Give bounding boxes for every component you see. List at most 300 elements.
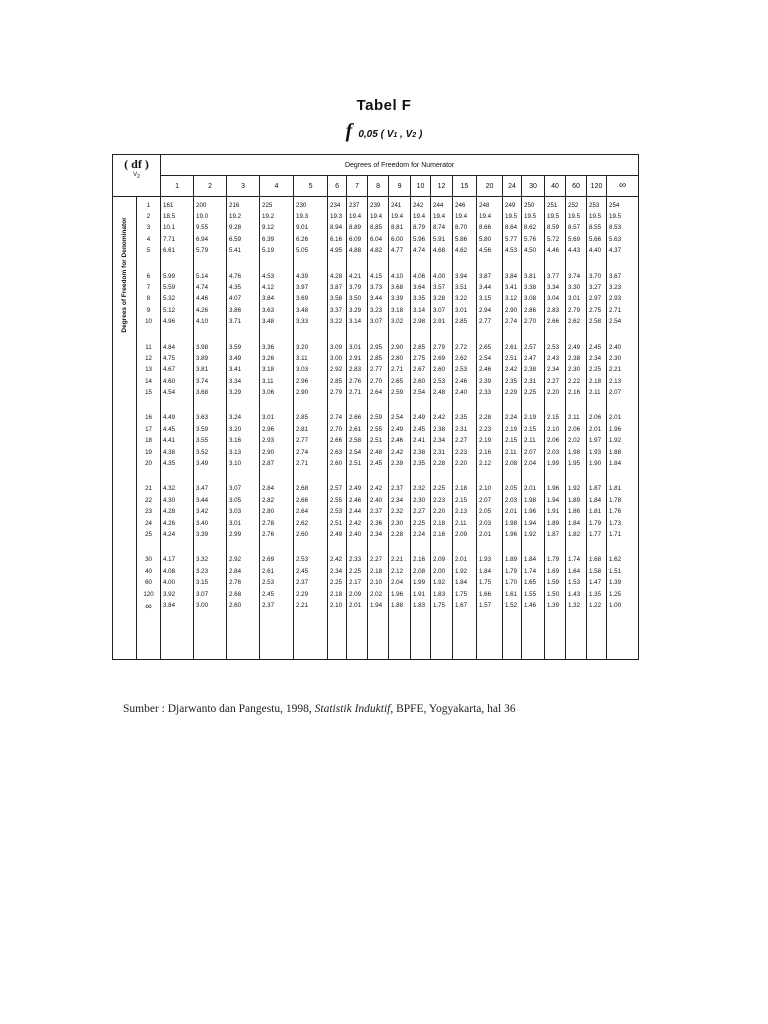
table-row — [113, 197, 639, 212]
table-cell: 2.27 — [453, 436, 477, 447]
table-cell: 2.66 — [545, 317, 566, 328]
table-cell: 3.07 — [194, 589, 227, 600]
table-cell: 2.01 — [347, 600, 368, 611]
formula-f: f — [345, 120, 353, 142]
table-cell: 8.59 — [545, 223, 566, 234]
source-suffix: , BPFE, Yogyakarta, hal 36 — [390, 703, 516, 715]
table-cell: 2.46 — [477, 365, 503, 376]
table-cell: 4.30 — [161, 495, 194, 506]
table-row — [113, 246, 639, 257]
table-cell: 2.61 — [260, 566, 294, 577]
column-header: 4 — [260, 176, 294, 197]
table-cell: 2.41 — [411, 436, 431, 447]
table-cell: 8.74 — [431, 223, 453, 234]
table-cell: 2.90 — [503, 305, 522, 316]
table-cell: 5.79 — [194, 246, 227, 257]
spacer-cell — [411, 257, 431, 271]
spacer-cell — [328, 399, 347, 413]
table-cell: 2.44 — [347, 507, 368, 518]
table-cell: 1.67 — [453, 600, 477, 611]
spacer-cell — [161, 328, 194, 342]
spacer-cell — [477, 470, 503, 484]
table-cell: 1.96 — [607, 424, 639, 435]
table-cell: 2.80 — [260, 507, 294, 518]
table-cell: 3.40 — [194, 518, 227, 529]
table-cell: 2.68 — [294, 484, 328, 495]
table-cell: 2.09 — [347, 589, 368, 600]
table-cell: 19.4 — [347, 211, 368, 222]
table-cell: 2.20 — [431, 507, 453, 518]
spacer-cell — [260, 541, 294, 555]
table-cell: 9.01 — [294, 223, 328, 234]
table-cell: 2.25 — [347, 566, 368, 577]
table-cell: 2.15 — [453, 495, 477, 506]
table-cell: 2.75 — [587, 305, 607, 316]
row-df-label: 22 — [137, 495, 161, 506]
spacer-cell — [368, 257, 389, 271]
table-cell: 3.84 — [161, 600, 194, 611]
spacer-cell — [453, 328, 477, 342]
spacer-cell — [161, 399, 194, 413]
table-cell: 2.32 — [411, 484, 431, 495]
table-cell: 1.50 — [545, 589, 566, 600]
table-cell: 4.10 — [194, 317, 227, 328]
table-cell: 2.29 — [503, 387, 522, 398]
table-cell: 2.22 — [566, 376, 587, 387]
table-cell: 2.31 — [453, 424, 477, 435]
table-cell: 2.25 — [587, 365, 607, 376]
table-cell: 3.20 — [294, 342, 328, 353]
table-cell: 4.35 — [161, 458, 194, 469]
table-cell: 2.53 — [260, 578, 294, 589]
table-cell: 19.5 — [522, 211, 545, 222]
table-cell: 2.38 — [566, 353, 587, 364]
table-cell: 1.84 — [522, 555, 545, 566]
filler-cell — [294, 612, 328, 660]
table-cell: 2.11 — [453, 518, 477, 529]
page-title: Tabel F — [356, 97, 412, 114]
table-cell: 3.22 — [453, 294, 477, 305]
spacer-cell — [607, 328, 639, 342]
table-row — [113, 566, 639, 577]
table-cell: 3.00 — [328, 353, 347, 364]
row-df-label: 17 — [137, 424, 161, 435]
spacer-cell — [431, 399, 453, 413]
table-cell: 4.46 — [194, 294, 227, 305]
table-row — [113, 376, 639, 387]
table-cell: 2.27 — [368, 555, 389, 566]
table-cell: 3.36 — [260, 342, 294, 353]
table-cell: 2.23 — [453, 447, 477, 458]
table-cell: 1.79 — [545, 555, 566, 566]
table-cell: 2.15 — [503, 436, 522, 447]
spacer-cell — [503, 541, 522, 555]
table-cell: 3.23 — [368, 305, 389, 316]
table-cell: 2.74 — [294, 447, 328, 458]
table-cell: 1.89 — [545, 518, 566, 529]
table-cell: 3.20 — [227, 424, 260, 435]
table-cell: 4.75 — [161, 353, 194, 364]
table-cell: 2.18 — [453, 484, 477, 495]
table-cell: 5.59 — [161, 282, 194, 293]
table-cell: 2.57 — [522, 342, 545, 353]
table-cell: 3.67 — [607, 271, 639, 282]
table-cell: 3.29 — [347, 305, 368, 316]
table-cell: 2.61 — [347, 424, 368, 435]
table-cell: 3.28 — [431, 294, 453, 305]
spacer-cell — [260, 399, 294, 413]
table-cell: 1.99 — [411, 578, 431, 589]
spacer-cell — [161, 257, 194, 271]
table-cell: 2.85 — [328, 376, 347, 387]
table-cell: 1.77 — [587, 529, 607, 540]
filler-cell — [328, 612, 347, 660]
column-header: 60 — [566, 176, 587, 197]
table-cell: 244 — [431, 197, 453, 212]
table-cell: 4.39 — [294, 271, 328, 282]
column-header: 1 — [161, 176, 194, 197]
spacer-cell — [587, 541, 607, 555]
table-cell: 3.44 — [368, 294, 389, 305]
table-cell: 2.10 — [368, 578, 389, 589]
group-spacer — [113, 328, 639, 342]
table-cell: 2.23 — [431, 495, 453, 506]
table-cell: 2.96 — [260, 424, 294, 435]
table-cell: 2.24 — [503, 413, 522, 424]
table-cell: 2.20 — [453, 458, 477, 469]
table-cell: 3.03 — [227, 507, 260, 518]
table-cell: 2.77 — [477, 317, 503, 328]
table-cell: 2.32 — [389, 507, 411, 518]
spacer-cell — [607, 257, 639, 271]
table-cell: 4.43 — [566, 246, 587, 257]
table-cell: 8.55 — [587, 223, 607, 234]
table-cell: 2.35 — [453, 413, 477, 424]
table-cell: 1.00 — [607, 600, 639, 611]
table-cell: 5.86 — [453, 234, 477, 245]
row-df-label: 3 — [137, 223, 161, 234]
formula-mid: , V — [397, 129, 413, 140]
table-row — [113, 578, 639, 589]
table-cell: 2.03 — [503, 495, 522, 506]
table-cell: 1.93 — [477, 555, 503, 566]
table-cell: 1.74 — [522, 566, 545, 577]
table-row — [113, 507, 639, 518]
table-cell: 1.83 — [431, 589, 453, 600]
table-cell: 2.11 — [503, 447, 522, 458]
table-cell: 1.59 — [545, 578, 566, 589]
table-cell: 2.42 — [431, 413, 453, 424]
table-cell: 2.39 — [477, 376, 503, 387]
formula-sub: 0,05 ( V — [358, 129, 394, 140]
spacer-cell — [566, 328, 587, 342]
spacer-cell — [545, 470, 566, 484]
table-cell: 2.15 — [545, 413, 566, 424]
row-df-label: 20 — [137, 458, 161, 469]
table-row — [113, 484, 639, 495]
table-body — [113, 197, 639, 660]
table-cell: 19.5 — [503, 211, 522, 222]
spacer-cell — [411, 541, 431, 555]
table-cell: 5.91 — [431, 234, 453, 245]
column-header: 40 — [545, 176, 566, 197]
table-cell: 3.84 — [260, 294, 294, 305]
spacer-cell — [194, 399, 227, 413]
table-cell: 2.78 — [260, 518, 294, 529]
row-df-label: ∞ — [137, 600, 161, 611]
table-cell: 4.06 — [411, 271, 431, 282]
table-cell: 2.90 — [389, 342, 411, 353]
table-cell: 254 — [607, 197, 639, 212]
source-citation — [123, 703, 516, 715]
table-cell: 3.01 — [566, 294, 587, 305]
table-cell: 2.02 — [368, 589, 389, 600]
table-cell: 3.89 — [194, 353, 227, 364]
spacer-cell — [368, 328, 389, 342]
table-cell: 1.73 — [607, 518, 639, 529]
spacer-cell — [227, 399, 260, 413]
table-cell: 19.0 — [194, 211, 227, 222]
table-row — [113, 518, 639, 529]
table-cell: 2.02 — [566, 436, 587, 447]
table-cell: 2.46 — [347, 495, 368, 506]
table-cell: 1.96 — [545, 484, 566, 495]
table-cell: 6.59 — [227, 234, 260, 245]
table-cell: 4.53 — [260, 271, 294, 282]
table-cell: 2.53 — [431, 376, 453, 387]
table-cell: 1.91 — [411, 589, 431, 600]
table-cell: 4.26 — [161, 518, 194, 529]
table-cell: 2.71 — [347, 387, 368, 398]
filler-cell — [477, 612, 503, 660]
spacer-cell — [545, 541, 566, 555]
table-cell: 2.33 — [477, 387, 503, 398]
table-cell: 3.35 — [411, 294, 431, 305]
table-cell: 3.07 — [227, 484, 260, 495]
spacer-cell — [389, 470, 411, 484]
table-cell: 2.54 — [411, 387, 431, 398]
table-cell: 2.34 — [328, 566, 347, 577]
table-cell: 2.90 — [260, 447, 294, 458]
spacer-cell — [368, 541, 389, 555]
table-cell: 2.54 — [477, 353, 503, 364]
table-cell: 1.47 — [587, 578, 607, 589]
table-cell: 1.94 — [545, 495, 566, 506]
filler-cell — [137, 612, 161, 660]
formula-params — [358, 129, 422, 140]
table-cell: 3.18 — [389, 305, 411, 316]
table-cell: 1.92 — [607, 436, 639, 447]
spacer-cell — [431, 328, 453, 342]
table-cell: 3.05 — [227, 495, 260, 506]
table-cell: 2.30 — [411, 495, 431, 506]
table-cell: 1.35 — [587, 589, 607, 600]
spacer-cell — [431, 541, 453, 555]
table-cell: 1.95 — [566, 458, 587, 469]
table-cell: 2.40 — [607, 342, 639, 353]
table-cell: 10.1 — [161, 223, 194, 234]
table-cell: 8.66 — [477, 223, 503, 234]
spacer-cell — [347, 470, 368, 484]
table-cell: 1.91 — [545, 507, 566, 518]
table-cell: 2.39 — [389, 458, 411, 469]
table-cell: 2.62 — [294, 518, 328, 529]
table-row — [113, 387, 639, 398]
table-cell: 1.87 — [587, 484, 607, 495]
table-cell: 2.49 — [389, 424, 411, 435]
table-cell: 3.92 — [161, 589, 194, 600]
table-cell: 2.58 — [347, 436, 368, 447]
spacer-cell — [347, 257, 368, 271]
table-cell: 1.97 — [587, 436, 607, 447]
table-cell: 2.48 — [431, 387, 453, 398]
table-cell: 2.06 — [587, 413, 607, 424]
table-cell: 2.07 — [607, 387, 639, 398]
table-cell: 3.55 — [194, 436, 227, 447]
group-spacer — [113, 257, 639, 271]
table-cell: 3.26 — [260, 353, 294, 364]
table-cell: 4.26 — [194, 305, 227, 316]
table-cell: 1.39 — [545, 600, 566, 611]
table-cell: 3.23 — [607, 282, 639, 293]
table-cell: 2.10 — [545, 424, 566, 435]
table-cell: 4.35 — [227, 282, 260, 293]
filler-cell — [389, 612, 411, 660]
table-cell: 4.50 — [522, 246, 545, 257]
spacer-cell — [431, 257, 453, 271]
table-cell: 2.70 — [328, 424, 347, 435]
table-cell: 1.61 — [503, 589, 522, 600]
table-cell: 2.19 — [477, 436, 503, 447]
table-cell: 3.01 — [227, 518, 260, 529]
table-cell: 1.86 — [566, 507, 587, 518]
table-cell: 2.27 — [411, 507, 431, 518]
table-cell: 2.35 — [411, 458, 431, 469]
table-filler-row — [113, 612, 639, 660]
table-cell: 1.65 — [522, 578, 545, 589]
source-book: Statistik Induktif — [314, 703, 391, 715]
table-cell: 4.76 — [227, 271, 260, 282]
table-cell: 2.55 — [328, 495, 347, 506]
table-cell: 2.30 — [607, 353, 639, 364]
table-cell: 2.83 — [347, 365, 368, 376]
table-cell: 3.14 — [347, 317, 368, 328]
table-cell: 8.89 — [347, 223, 368, 234]
table-cell: 6.26 — [294, 234, 328, 245]
table-cell: 1.43 — [566, 589, 587, 600]
table-cell: 2.66 — [328, 436, 347, 447]
table-cell: 3.34 — [227, 376, 260, 387]
spacer-cell — [137, 328, 161, 342]
spacer-cell — [522, 399, 545, 413]
table-cell: 237 — [347, 197, 368, 212]
table-cell: 2.12 — [389, 566, 411, 577]
table-cell: 19.4 — [477, 211, 503, 222]
spacer-cell — [161, 470, 194, 484]
spacer-cell — [477, 257, 503, 271]
table-cell: 3.08 — [522, 294, 545, 305]
row-df-label: 1 — [137, 197, 161, 212]
table-cell: 1.84 — [477, 566, 503, 577]
column-header: 10 — [411, 176, 431, 197]
table-cell: 2.59 — [368, 413, 389, 424]
table-cell: 2.75 — [411, 353, 431, 364]
table-cell: 2.51 — [368, 436, 389, 447]
table-cell: 5.72 — [545, 234, 566, 245]
table-cell: 2.06 — [545, 436, 566, 447]
table-cell: 2.79 — [431, 342, 453, 353]
denominator-label: Degrees of Freedom for Denominator — [120, 217, 128, 333]
table-cell: 2.40 — [368, 495, 389, 506]
table-cell: 246 — [453, 197, 477, 212]
table-cell: 2.35 — [503, 376, 522, 387]
table-cell: 3.01 — [347, 342, 368, 353]
table-cell: 2.53 — [453, 365, 477, 376]
table-cell: 3.01 — [260, 413, 294, 424]
table-cell: 2.94 — [477, 305, 503, 316]
table-cell: 1.98 — [503, 518, 522, 529]
table-cell: 2.49 — [411, 413, 431, 424]
table-cell: 2.23 — [477, 424, 503, 435]
table-cell: 2.21 — [389, 555, 411, 566]
table-cell: 2.46 — [453, 376, 477, 387]
table-cell: 3.33 — [294, 317, 328, 328]
group-spacer — [113, 399, 639, 413]
table-cell: 19.2 — [260, 211, 294, 222]
table-cell: 1.53 — [566, 578, 587, 589]
table-cell: 200 — [194, 197, 227, 212]
table-cell: 9.55 — [194, 223, 227, 234]
table-cell: 4.17 — [161, 555, 194, 566]
table-cell: 1.52 — [503, 600, 522, 611]
table-cell: 2.54 — [347, 447, 368, 458]
table-cell: 3.74 — [566, 271, 587, 282]
table-cell: 1.66 — [477, 589, 503, 600]
table-cell: 2.57 — [328, 484, 347, 495]
table-cell: 2.91 — [347, 353, 368, 364]
v2-label — [113, 172, 160, 180]
table-cell: 2.53 — [328, 507, 347, 518]
table-cell: 2.42 — [328, 555, 347, 566]
table-cell: 4.74 — [194, 282, 227, 293]
table-cell: 8.70 — [453, 223, 477, 234]
column-header: 6 — [328, 176, 347, 197]
table-cell: 2.24 — [411, 529, 431, 540]
table-cell: 2.04 — [522, 458, 545, 469]
spacer-cell — [587, 470, 607, 484]
table-cell: 4.00 — [161, 578, 194, 589]
table-cell: 248 — [477, 197, 503, 212]
filler-cell — [503, 612, 522, 660]
table-cell: 2.71 — [294, 458, 328, 469]
spacer-cell — [453, 470, 477, 484]
spacer-cell — [503, 470, 522, 484]
table-cell: 249 — [503, 197, 522, 212]
row-df-label: 7 — [137, 282, 161, 293]
table-cell: 4.28 — [161, 507, 194, 518]
table-cell: 1.92 — [431, 578, 453, 589]
table-cell: 3.41 — [503, 282, 522, 293]
table-cell: 2.69 — [431, 353, 453, 364]
table-cell: 5.05 — [294, 246, 328, 257]
table-cell: 4.49 — [161, 413, 194, 424]
row-df-label: 5 — [137, 246, 161, 257]
table-cell: 3.18 — [260, 365, 294, 376]
spacer-cell — [477, 399, 503, 413]
row-df-label: 8 — [137, 294, 161, 305]
table-cell: 6.04 — [368, 234, 389, 245]
table-cell: 2.74 — [503, 317, 522, 328]
